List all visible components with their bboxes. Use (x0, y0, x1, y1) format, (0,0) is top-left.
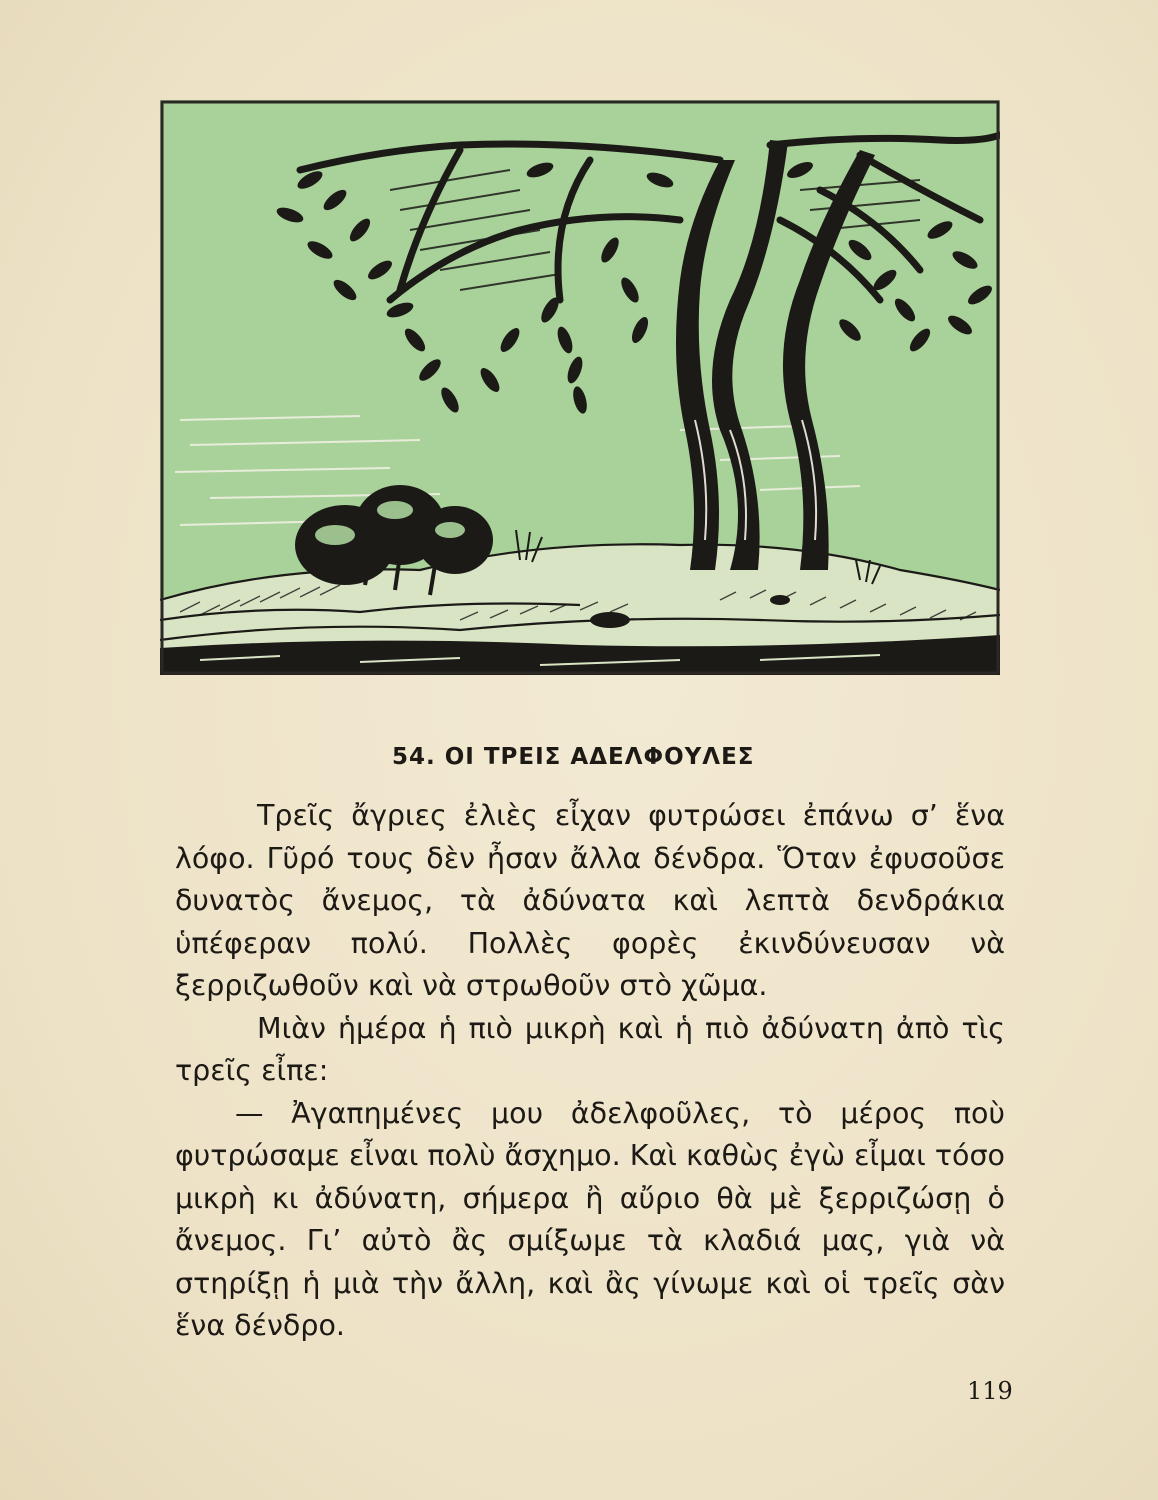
story-paragraph: — Ἀγαπημένες μου ἀδελφοῦλες, τὸ μέρος ποὺ φυτρώσαμε εἶναι πολὺ ἄσχημο. Καὶ καθὼς ἐγὼ εἶμαι τόσο μικρὴ κι ἀδύνατη, σήμερα ἢ αὔριο θὰ μὲ ξερριζώσῃ ὁ ἄνεμος. Γι’ αὐτὸ ἂς σμίξωμε τὰ κλαδιά μας, γιὰ νὰ στηρίξῃ ἡ μιὰ τὴν ἄλλη, καὶ ἂς γίνωμε καὶ οἱ τρεῖς σὰν ἕνα δένδρο. (175, 1096, 1005, 1342)
chapter-title: 54. ΟΙ ΤΡΕΙΣ ΑΔΕΛΦΟΥΛΕΣ (392, 744, 755, 770)
page-number: 119 (967, 1377, 1013, 1405)
story-paragraph: Μιὰν ἡμέρα ἡ πιὸ μικρὴ καὶ ἡ πιὸ ἀδύνατη ἀπὸ τὶς τρεῖς εἶπε: (175, 1011, 1005, 1087)
olive-trees-illustration (160, 100, 1000, 675)
story-paragraph: Τρεῖς ἄγριες ἐλιὲς εἶχαν φυτρώσει ἐπάνω σ’ ἕνα λόφο. Γῦρό τους δὲν ἦσαν ἄλλα δένδρα. Ὅταν ἐφυσοῦσε δυνατὸς ἄνεμος, τὰ ἀδύνατα καὶ λεπτὰ δενδράκια ὑπέφεραν πολύ. Πολλὲς φορὲς ἐκινδύνευσαν νὰ ξερριζωθοῦν καὶ νὰ στρωθοῦν στὸ χῶμα. (175, 799, 1005, 1002)
story-text (175, 795, 1005, 1348)
